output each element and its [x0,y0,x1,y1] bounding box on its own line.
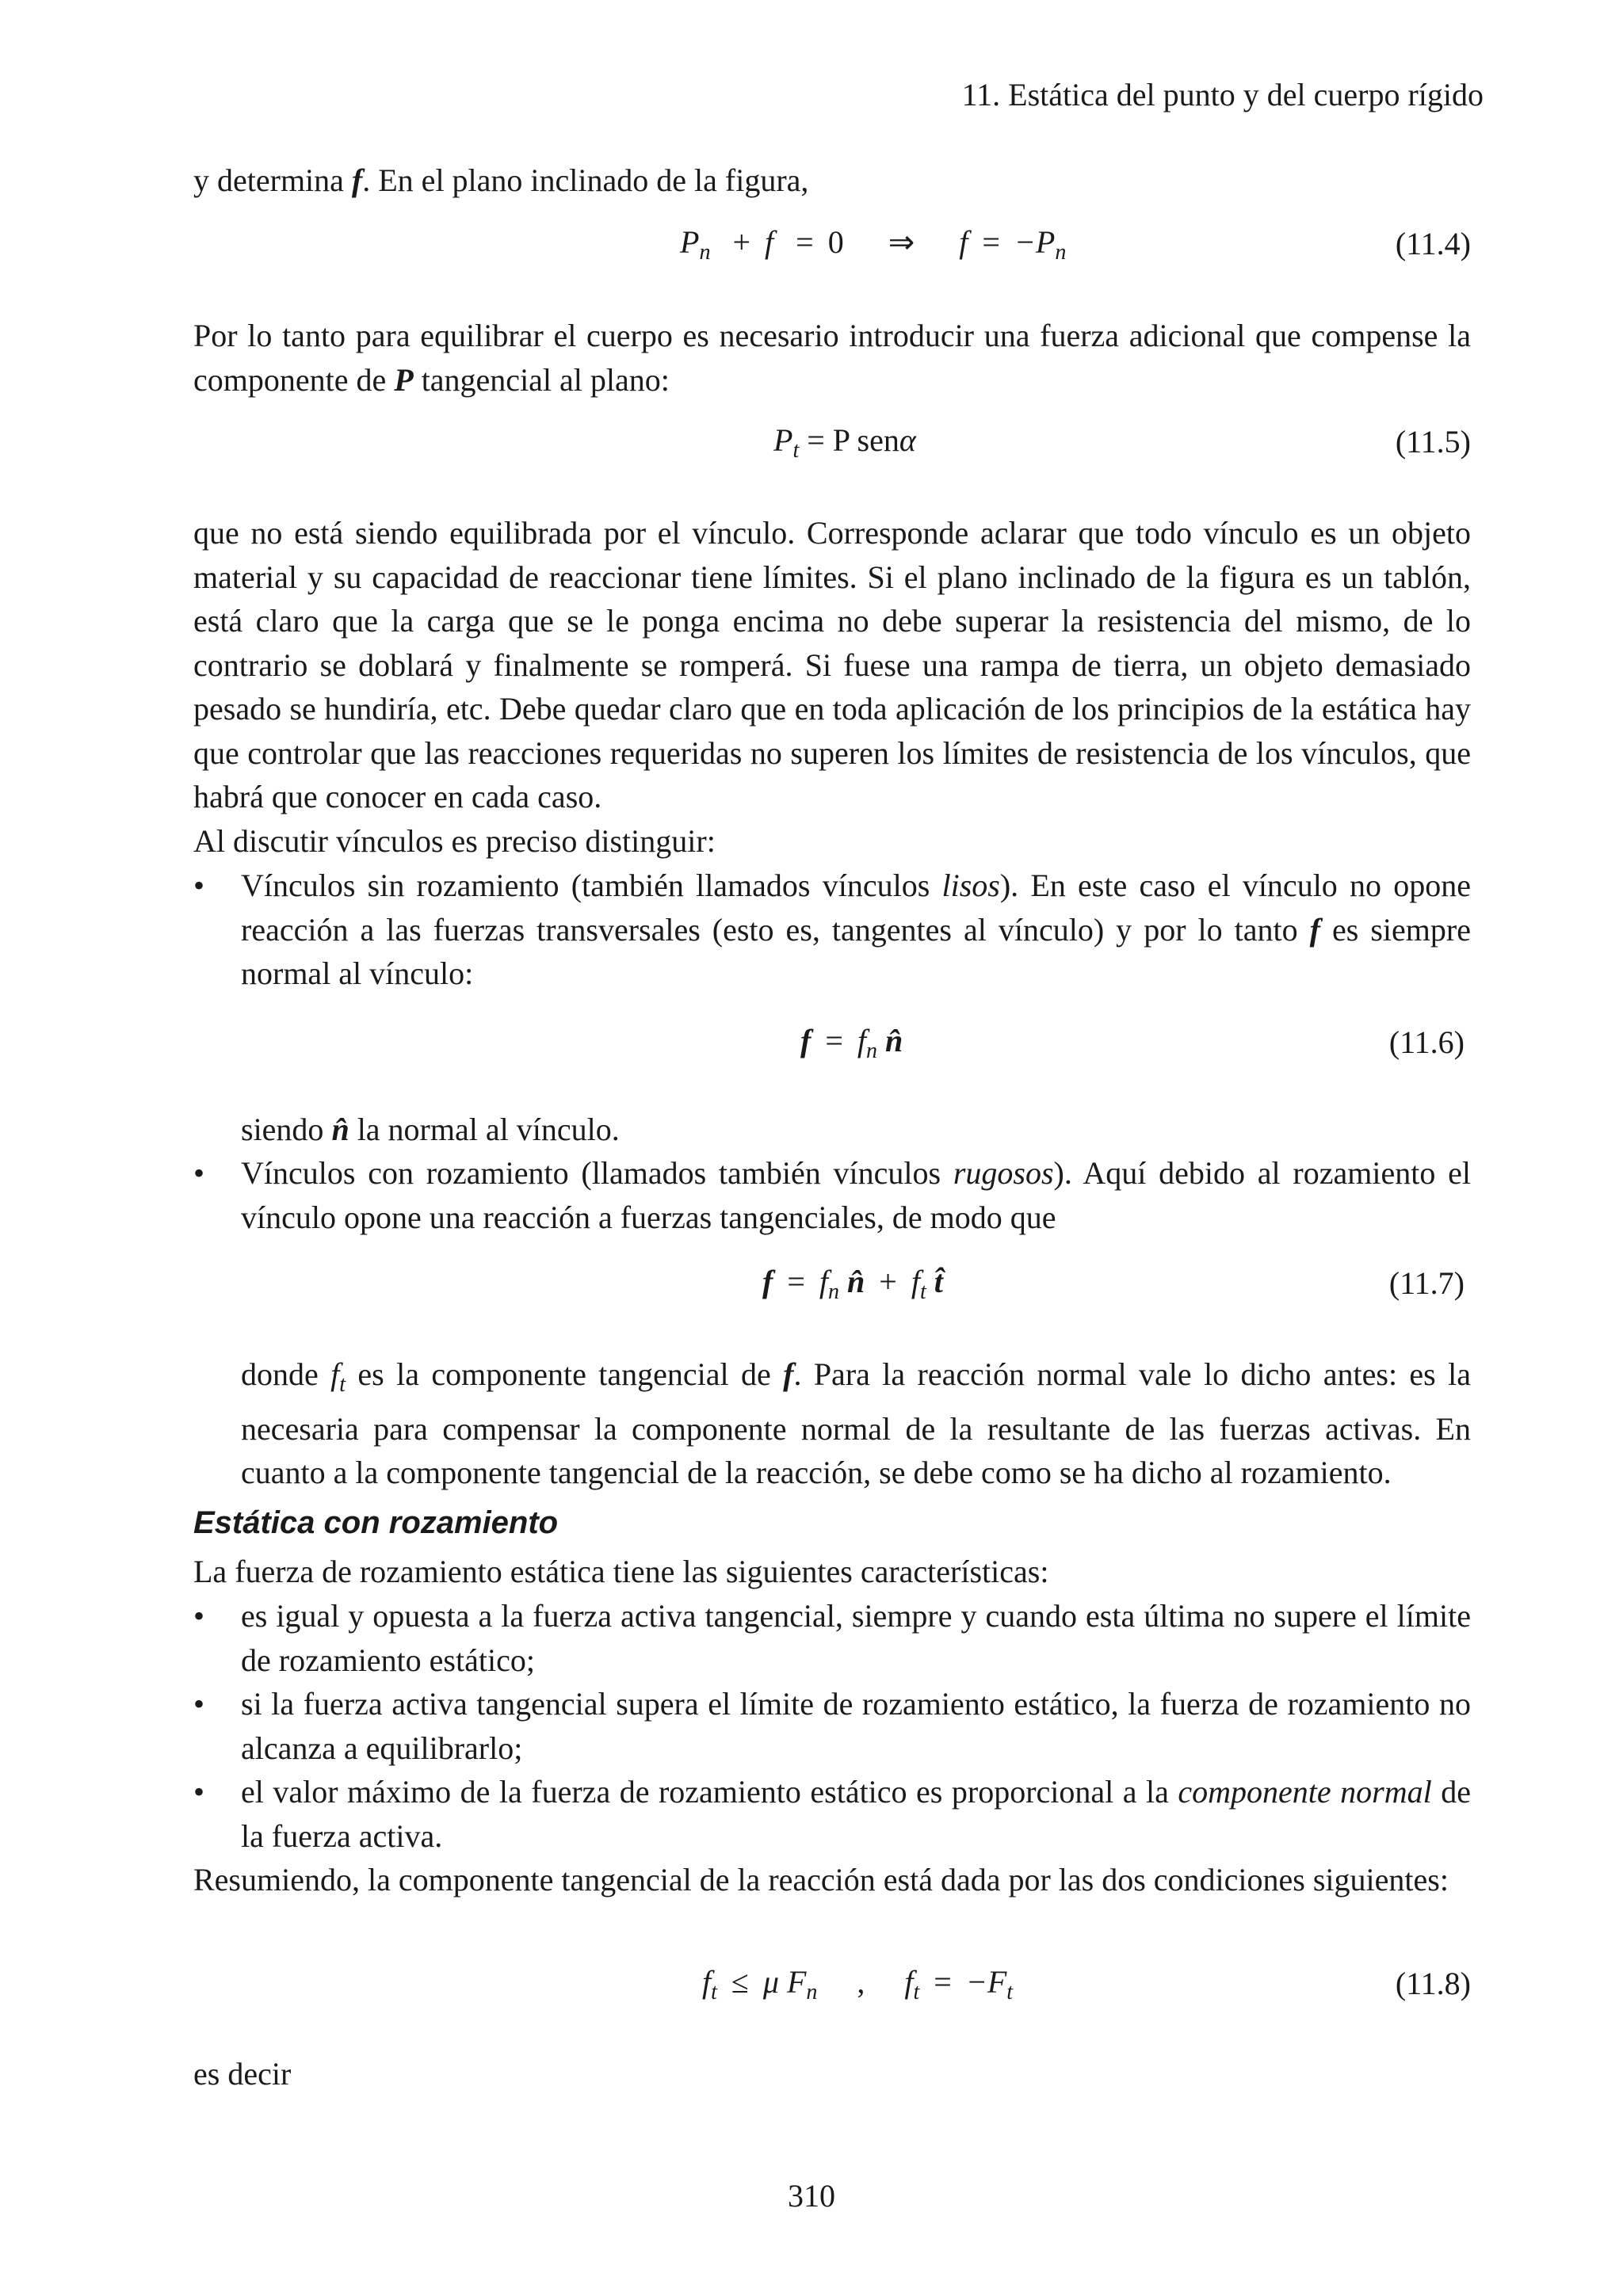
equation-number-11-4: (11.4) [1395,226,1471,261]
paragraph-vinculo-limits: que no está siendo equilibrada por el vínculo. Corresponde aclarar que todo vínculo es un objeto material y su capacidad de reaccionar tiene límites. Si el plano inclinado de la figura es un tablón, está claro que la carga que se le ponga encima no debe superar la resistencia del mismo, de lo contrario se doblará y finalmente se romperá. Si fuese una rampa de tierra, un objeto demasiado pesado se hundiría, etc. Debe quedar claro que en toda aplicación de los principios de la estática hay que controlar que las reacciones requeridas no superen los límites de resistencia de los vínculos, que habrá que conocer en cada caso. [193,515,1471,814]
equation-number-11-7: (11.7) [1388,1265,1465,1301]
bullet-equal-opposite: es igual y opuesta a la fuerza activa tangencial, siempre y cuando esta última no supere el límite de rozamiento estático; [241,1598,1471,1678]
equation-11-5: $P_t = P$ senα [773,422,916,463]
bullet-rough-constraints: Vínculos con rozamiento (llamados también vínculos rugosos). Aquí debido al rozamiento el vínculo opone una reacción a fuerzas tangenciales, de modo que [241,1155,1471,1235]
paragraph-normal-definition: siendo n̂ la normal al vínculo. [241,1112,620,1147]
equation-number-11-6: (11.6) [1388,1024,1465,1060]
equation-11-7: $f = f_n$ n̂ + $f_t$ t̂ [762,1264,943,1304]
bullet-smooth-constraints: Vínculos sin rozamiento (también llamados vínculos lisos). En este caso el vínculo no opone reacción a las fuerzas transversales (esto es, tangentes al vínculo) y por lo tanto f es siempre normal al vínculo: [241,868,1471,991]
bullet-marker: • [193,1686,205,1722]
equation-number-11-8: (11.8) [1395,1966,1471,2001]
bullet-marker: • [193,1155,205,1191]
paragraph-intro: y determina f. En el plano inclinado de la figura, [193,162,809,198]
symbol-f: f [351,162,363,198]
page-number: 310 [788,2178,835,2214]
paragraph-es-decir: es decir [193,2056,292,2092]
bullet-marker: • [193,1598,205,1634]
section-heading: Estática con rozamiento [193,1505,559,1540]
equation-11-6: $f = f_n$ n̂ [800,1023,903,1063]
paragraph-distinguish: Al discutir vínculos es preciso distinguir: [193,823,716,859]
paragraph-friction-characteristics: La fuerza de rozamiento estática tiene las siguientes características: [193,1554,1049,1589]
equation-number-11-5: (11.5) [1395,424,1471,460]
bullet-marker: • [193,868,205,903]
equation-11-4: $P_n + f = 0$ ⇒ $f = -P_n$ [680,224,1067,265]
bullet-max-proportional: el valor máximo de la fuerza de rozamiento estático es proporcional a la componente normal de la fuerza activa. [241,1774,1471,1854]
paragraph-equilibrium: Por lo tanto para equilibrar el cuerpo es necesario introducir una fuerza adicional que compense la componente de P tangencial al plano: [193,318,1471,398]
bullet-marker: • [193,1774,205,1810]
paragraph-tangential-component: donde $f_t$ es la componente tangencial de f. Para la reacción normal vale lo dicho antes: es la necesaria para compensar la componente normal de la resultante de las fuerzas activas. En cuanto a la componente tangencial de la reacción, se debe como se ha dicho al rozamiento. [241,1356,1471,1490]
equation-11-8: $f_t \le \mu$ $F_n$ , $f_t = -F_t$ [702,1964,1014,2004]
paragraph-summary: Resumiendo, la componente tangencial de la reacción está dada por las dos condiciones siguientes: [193,1862,1449,1897]
running-header: 11. Estática del punto y del cuerpo rígido [961,77,1484,113]
bullet-exceeds-limit: si la fuerza activa tangencial supera el límite de rozamiento estático, la fuerza de rozamiento no alcanza a equilibrarlo; [241,1686,1471,1766]
